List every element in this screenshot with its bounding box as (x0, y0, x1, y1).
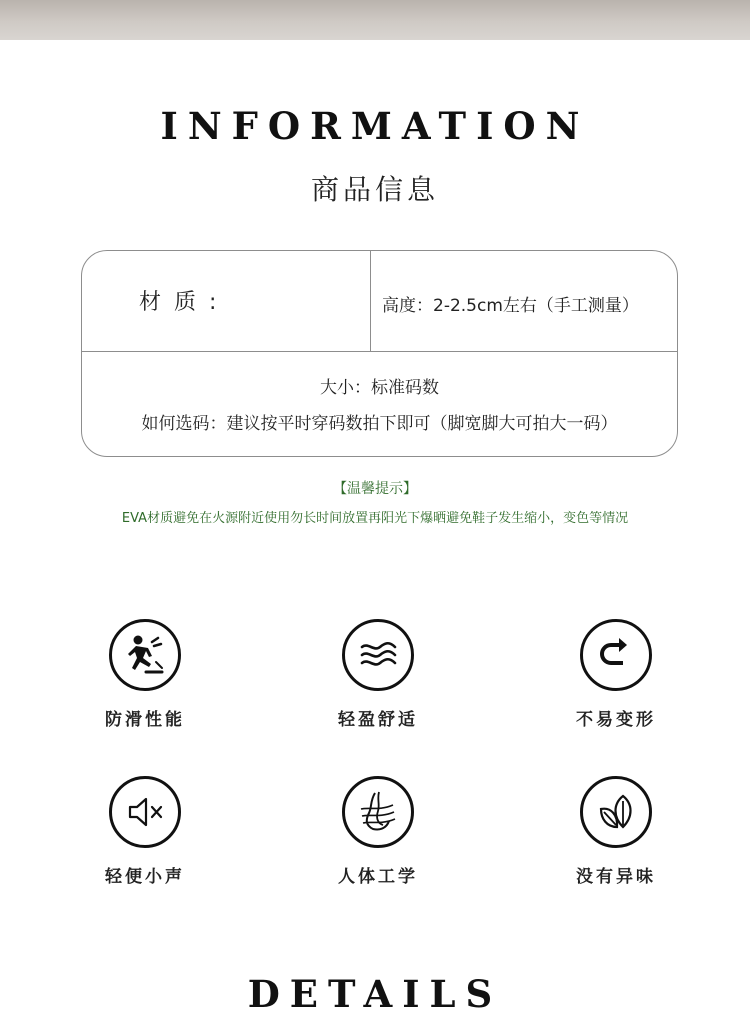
slip-person-icon (109, 619, 181, 691)
feature-label: 人体工学 (338, 867, 418, 887)
feature-ergonomic (318, 776, 438, 887)
feature-label: 防滑性能 (105, 710, 185, 730)
feature-label: 没有异味 (576, 867, 656, 887)
feature-anti-slip (85, 619, 205, 730)
info-table-top-row (82, 251, 677, 352)
material-label: 材 质 : (139, 290, 220, 315)
info-table (81, 250, 678, 457)
info-table-divider (370, 251, 371, 351)
size-advice: 如何选码：建议按平时穿码数拍下即可（脚宽脚大可拍大一码） (141, 414, 618, 434)
feature-light-comfort (318, 619, 438, 730)
ergonomic-foot-icon (342, 776, 414, 848)
tip-text: EVA材质避免在火源附近使用勿长时间放置再阳光下爆晒避免鞋子发生缩小，变色等情况 (121, 511, 629, 526)
feature-no-deform (556, 619, 676, 730)
size-spec: 大小：标准码数 (320, 378, 439, 398)
feature-label: 不易变形 (576, 710, 656, 730)
return-arrow-icon (580, 619, 652, 691)
product-info-heading: 商品信息 (310, 173, 439, 206)
speaker-mute-icon (109, 776, 181, 848)
leaves-icon (580, 776, 652, 848)
top-photo-strip (0, 0, 750, 40)
feature-quiet (85, 776, 205, 887)
feature-label: 轻盈舒适 (338, 710, 418, 730)
height-spec: 高度：2-2.5cm左右（手工测量） (382, 296, 639, 316)
tip-title: 【温馨提示】 (333, 481, 417, 497)
waves-icon (342, 619, 414, 691)
details-heading: DETAILS (247, 972, 503, 1016)
feature-no-odor (556, 776, 676, 887)
information-heading: INFORMATION (160, 104, 590, 148)
feature-label: 轻便小声 (105, 867, 185, 887)
